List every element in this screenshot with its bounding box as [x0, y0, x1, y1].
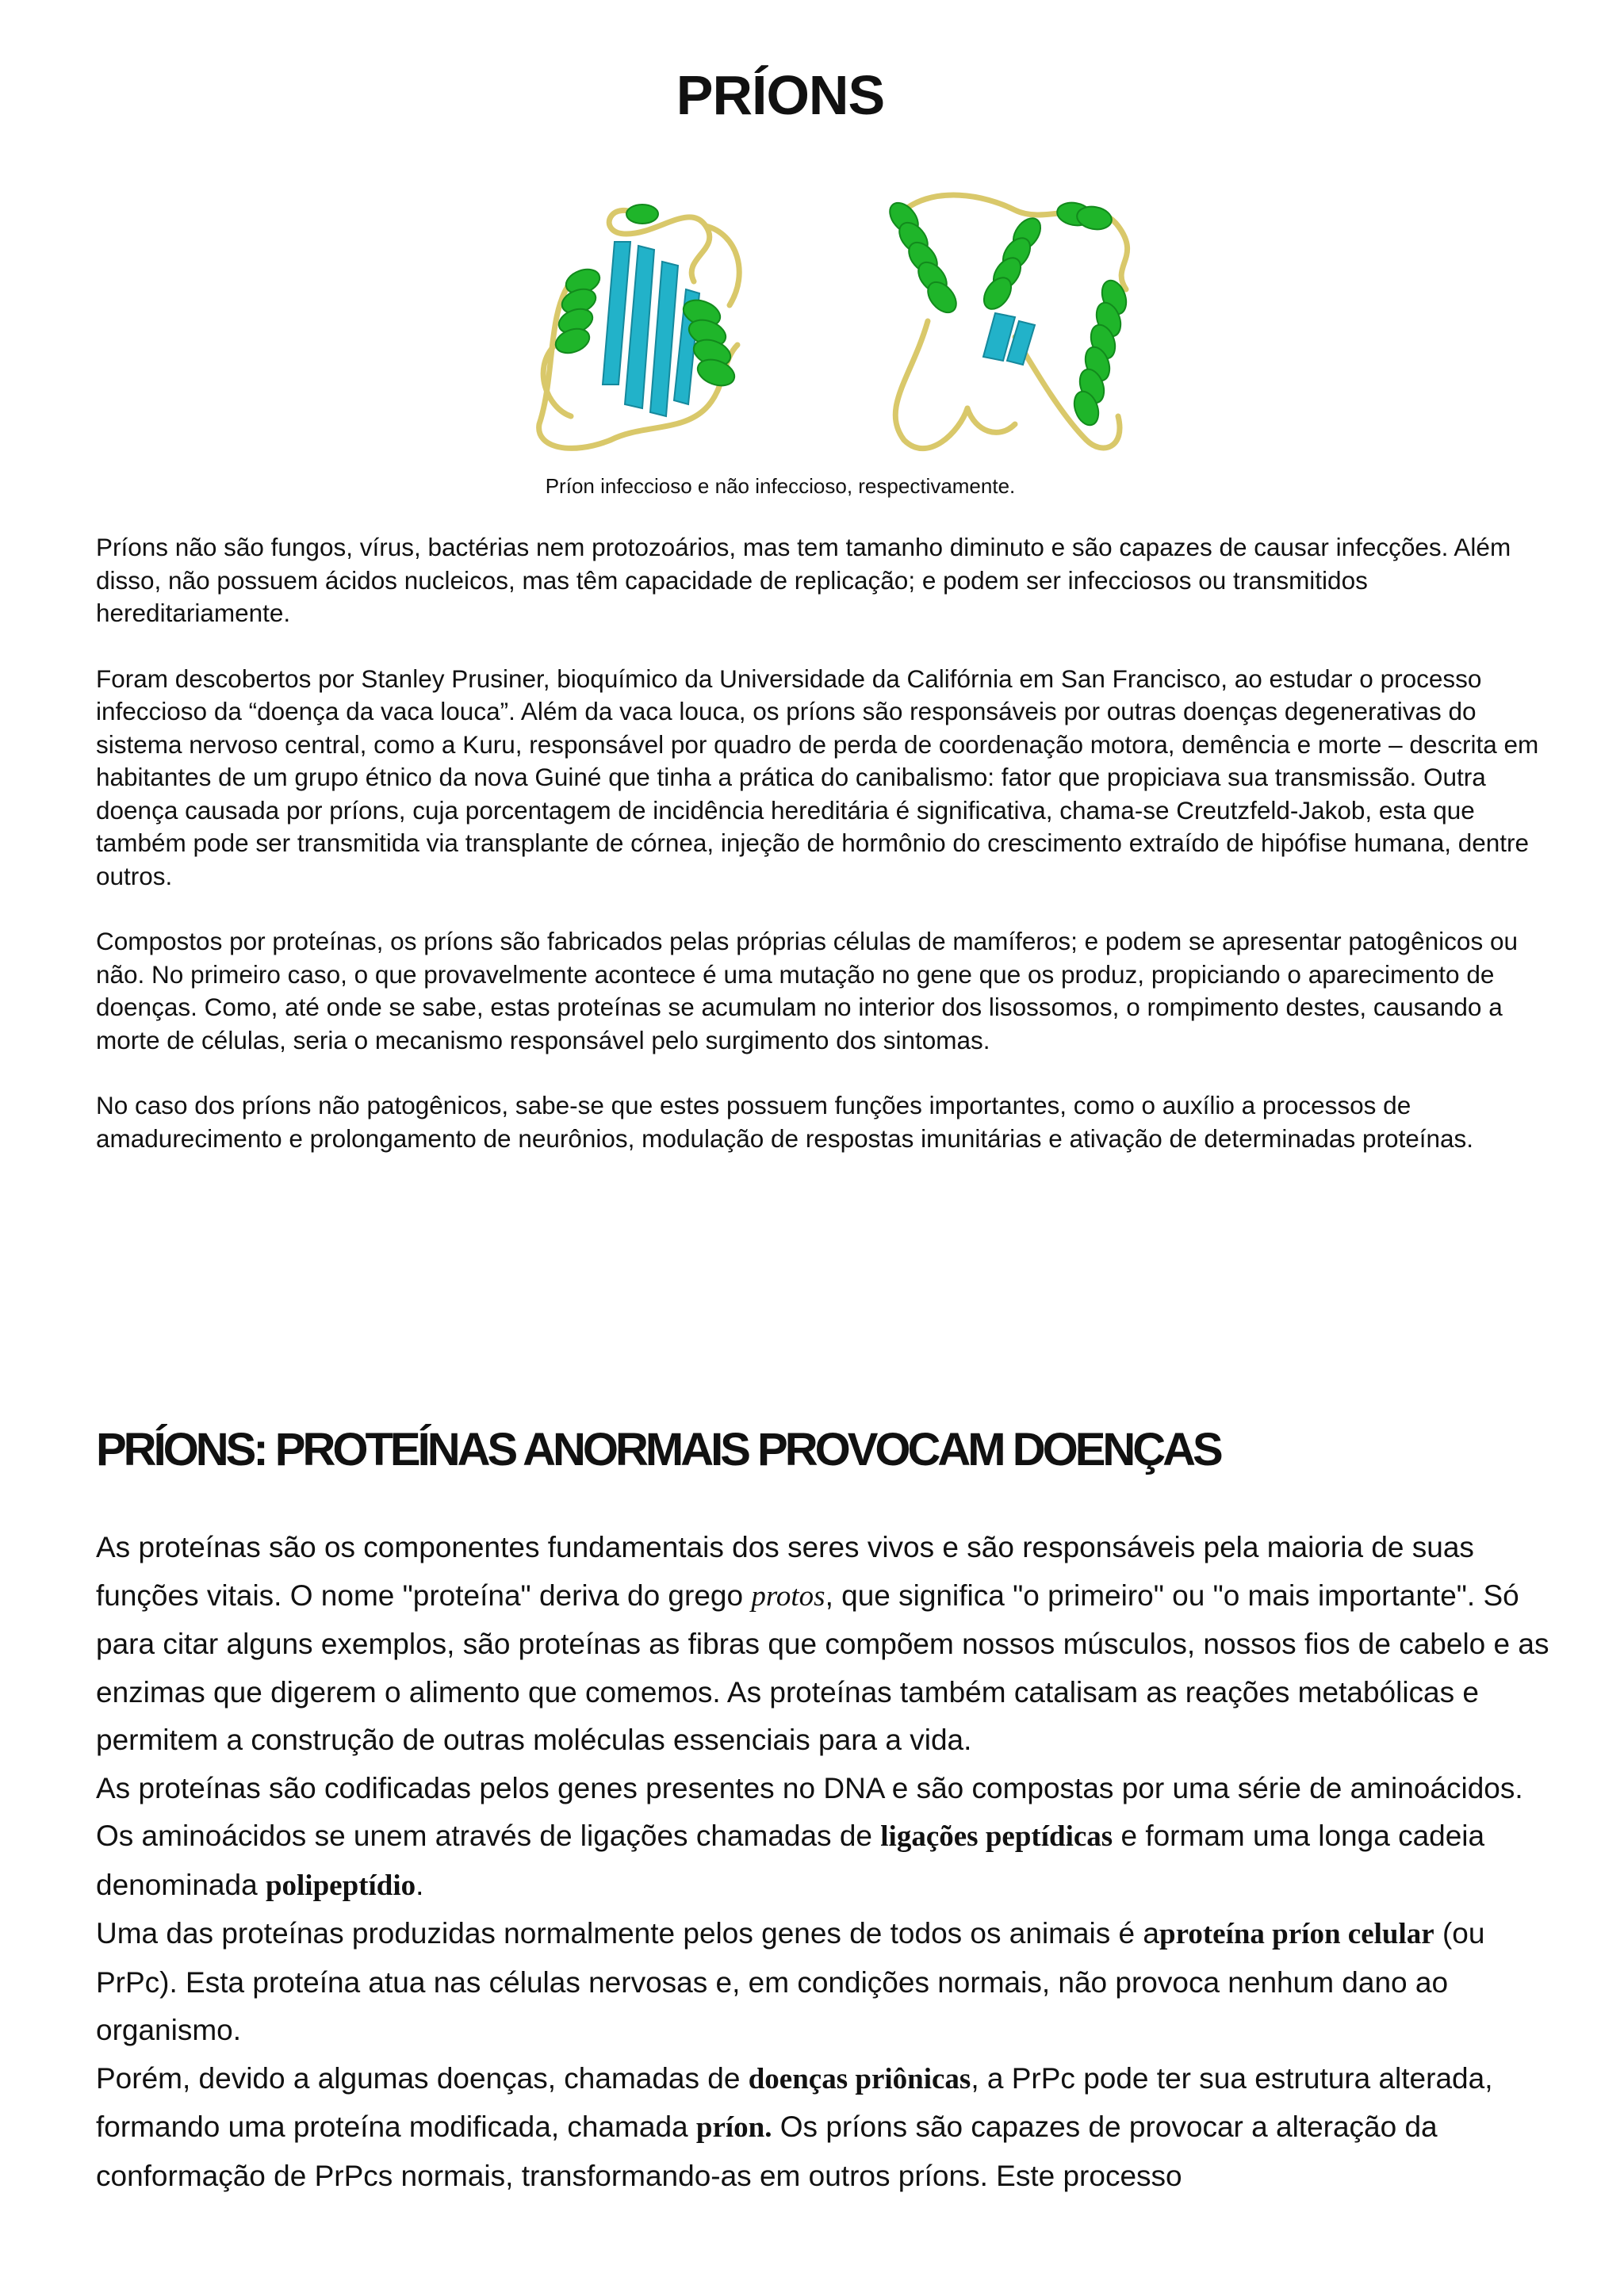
term-doencas-prionicas: doenças priônicas [748, 2062, 971, 2095]
text-run: Os príons são capazes de provocar a alteração da conformação de PrPcs normais, transformando-as em outros príons. Este processo [96, 2110, 1438, 2192]
infectious-prion-protein-structure-icon [523, 186, 761, 464]
prion-figure [0, 178, 1561, 480]
paragraph: No caso dos príons não patogênicos, sabe-se que estes possuem funções importantes, como o auxílio a processos de amadurecimento e prolongamento de neurônios, modulação de respostas imunitárias e ativação de determinadas proteínas. [96, 1091, 1474, 1153]
paragraph [96, 1524, 1555, 1765]
paragraph: Príons não são fungos, vírus, bactérias nem protozoários, mas tem tamanho diminuto e são capazes de causar infecções. Além disso, não possuem ácidos nucleicos, mas têm capacidade de replicação; e podem ser infecciosos ou transmitidos hereditariamente. [96, 533, 1511, 627]
non-infectious-prion-protein-structure-icon [856, 178, 1158, 472]
section1-body [96, 531, 1555, 1188]
text-run: , que significa "o primeiro" ou "o mais importante". Só para citar alguns exemplos, são proteínas as fibras que compõem nossos músculos, nossos fios de cabelo e as enzimas que digerem o alimento que comemos. As proteínas também catalisam as reações metabólicas e permitem a construção de outras moléculas essenciais para a vida. [96, 1578, 1549, 1756]
text-run: Uma das proteínas produzidas normalmente pelos genes de todos os animais é a [96, 1917, 1159, 1950]
text-run: Porém, devido a algumas doenças, chamadas de [96, 2061, 749, 2095]
paragraph [96, 2055, 1555, 2201]
paragraph: Foram descobertos por Stanley Prusiner, bioquímico da Universidade da Califórnia em San Francisco, ao estudar o processo infeccioso da “doença da vaca louca”. Além da vaca louca, os príons são responsáveis por outras doenças degenerativas do sistema nervoso central, como a Kuru, responsável por quadro de perda de coordenação motora, demência e morte – descrita em habitantes de um grupo étnico da nova Guiné que tinha a prática do canibalismo: fator que propiciava sua transmissão. Outra doença causada por príons, cuja porcentagem de incidência hereditária é significativa, chama-se Creutzfeld-Jakob, esta que também pode ser transmitida via transplante de córnea, injeção de hormônio do crescimento extraído de hipófise humana, dentre outros. [96, 664, 1539, 890]
paragraph [96, 1765, 1555, 1911]
section2-body [96, 1524, 1555, 2200]
term-prion: príon. [695, 2111, 772, 2144]
term-polipeptidio: polipeptídio [265, 1869, 416, 1902]
text-run: As proteínas são codificadas pelos genes presentes no DNA e são compostas por uma série de aminoácidos. Os aminoácidos se unem através de ligações chamadas de [96, 1771, 1523, 1852]
text-run: , a PrPc pode ter sua estrutura alterada, formando uma proteína modificada, chamada [96, 2061, 1493, 2143]
figure-caption: Príon infeccioso e não infeccioso, respectivamente. [545, 474, 1016, 498]
term-ligacoes-peptidicas: ligações peptídicas [880, 1820, 1113, 1853]
paragraph: Compostos por proteínas, os príons são fabricados pelas próprias células de mamíferos; e podem se apresentar patogênicos ou não. No primeiro caso, o que provavelmente acontece é uma mutação no gene que os produz, propiciando o aparecimento de doenças. Como, até onde se sabe, estas proteínas se acumulam no interior dos lisossomos, o rompimento destes, causando a morte de células, seria o mecanismo responsável pelo surgimento dos sintomas. [96, 927, 1518, 1054]
text-run: As proteínas são os componentes fundamentais dos seres vivos e são responsáveis pela maioria de suas funções vitais. O nome "proteína" deriva do grego [96, 1531, 1474, 1612]
text-run: e formam uma longa cadeia denominada [96, 1820, 1485, 1901]
section2-heading: PRÍONS: PROTEÍNAS ANORMAIS PROVOCAM DOENÇAS [96, 1424, 1220, 1475]
page-title: PRÍONS [676, 64, 885, 126]
text-run: (ou PrPc). Esta proteína atua nas células nervosas e, em condições normais, não provoca nenhum dano ao organismo. [96, 1917, 1485, 2046]
term-protos: protos [751, 1579, 825, 1613]
paragraph [96, 1910, 1555, 2055]
term-proteina-prion-celular: proteína príon celular [1159, 1918, 1434, 1950]
text-run: . [416, 1868, 424, 1901]
